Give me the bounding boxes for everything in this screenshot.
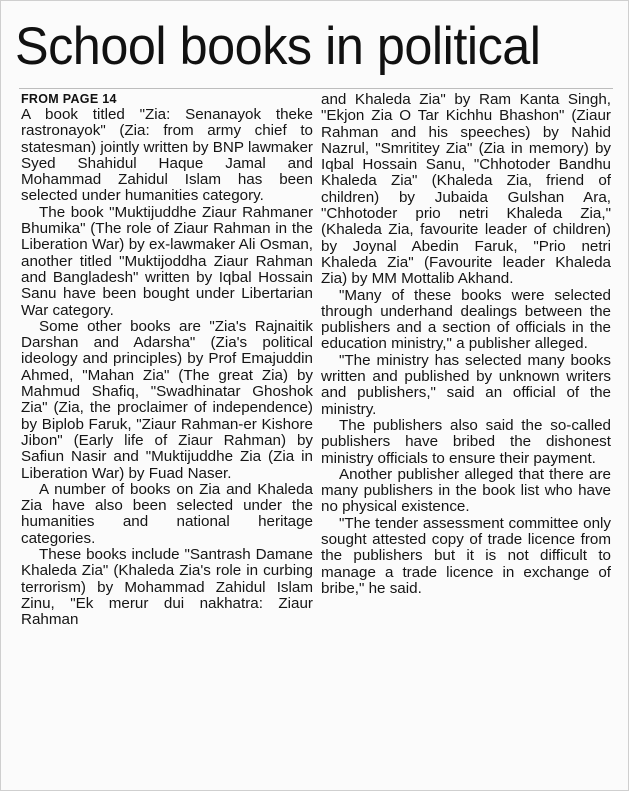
paragraph: "The tender assessment committee only sought attested copy of trade licence from the publishers but it is not difficult to manage a trade licence in exchange of bribe," he said. — [321, 514, 611, 597]
headline-rule — [19, 88, 613, 89]
paragraph: A book titled "Zia: Senanayok theke rastronayok" (Zia: from army chief to statesman) jointly written by BNP lawmaker Syed Shahidul Haque Jamal and Mohammad Zahidul Islam has been selected under humanities category. — [21, 106, 313, 205]
paragraph-text: These books include "Santrash Damane Khaleda Zia" (Khaleda Zia's role in curbing terrorism) by Mohammad Zahidul Islam Zinu, "Ek merur dui nakhatra: Ziaur Rahman — [21, 546, 313, 629]
paragraph: "Many of these books were selected through underhand dealings between the publishers and a section of officials in the education ministry," a publisher alleged. — [321, 286, 611, 353]
paragraph: A number of books on Zia and Khaleda Zia have also been selected under the humanities and national heritage categories. — [21, 480, 313, 547]
paragraph — [21, 547, 313, 649]
paragraph-continuation: and Khaleda Zia" by Ram Kanta Singh, "Ekjon Zia O Tar Kichhu Bhashon" (Ziaur Rahman and his speeches) by Nahid Nazrul, "Smrititey Zia" (Zia in memory) by Iqbal Hossain Sanu, "Chhotoder Bandhu Khaleda Zia" (Khaleda Zia, friend of children) by Jubaida Gulshan Ara, "Chhotoder prio netri Khaleda Zia," (Khaleda Zia, favourite leader of children) by Joynal Abedin Faruk, "Prio netri Khaleda Zia" (Favourite leader Khaleda Zia) by MM Mottalib Akhand. — [321, 91, 611, 288]
continued-from-kicker: FROM PAGE 14 — [21, 92, 117, 106]
paragraph: "The ministry has selected many books written and published by unknown writers and publishers," said an official of the ministry. — [321, 351, 611, 418]
headline: School books in political — [15, 17, 541, 76]
left-column — [21, 92, 313, 649]
paragraph: Some other books are "Zia's Rajnaitik Darshan and Adarsha" (Zia's political ideology and principles) by Prof Emajuddin Ahmed, "Mahan Zia" (The great Zia) by Mahmud Shafiq, "Swadhinatar Ghoshok Zia" (Zia, the proclaimer of independence) by Biplob Faruk, "Ziaur Rahman-er Kishore Jibon" (Early life of Ziaur Rahman) by Safiun Nasir and "Muktijuddhe Zia (Zia in Liberation War) by Fuad Naser. — [21, 317, 313, 482]
paragraph: The book "Muktijuddhe Ziaur Rahmaner Bhumika" (The role of Ziaur Rahman in the Liberation War) by ex-lawmaker Ali Osman, another titled "Muktijoddha Ziaur Rahman and Bangladesh" written by Iqbal Hossain Sanu have been bought under Libertarian War category. — [21, 203, 313, 319]
paragraph: The publishers also said the so-called publishers have bribed the dishonest ministry officials to ensure their payment. — [321, 416, 611, 467]
right-column — [321, 92, 611, 597]
justify-spacer — [21, 629, 261, 645]
paragraph: Another publisher alleged that there are many publishers in the book list who have no physical existence. — [321, 465, 611, 516]
